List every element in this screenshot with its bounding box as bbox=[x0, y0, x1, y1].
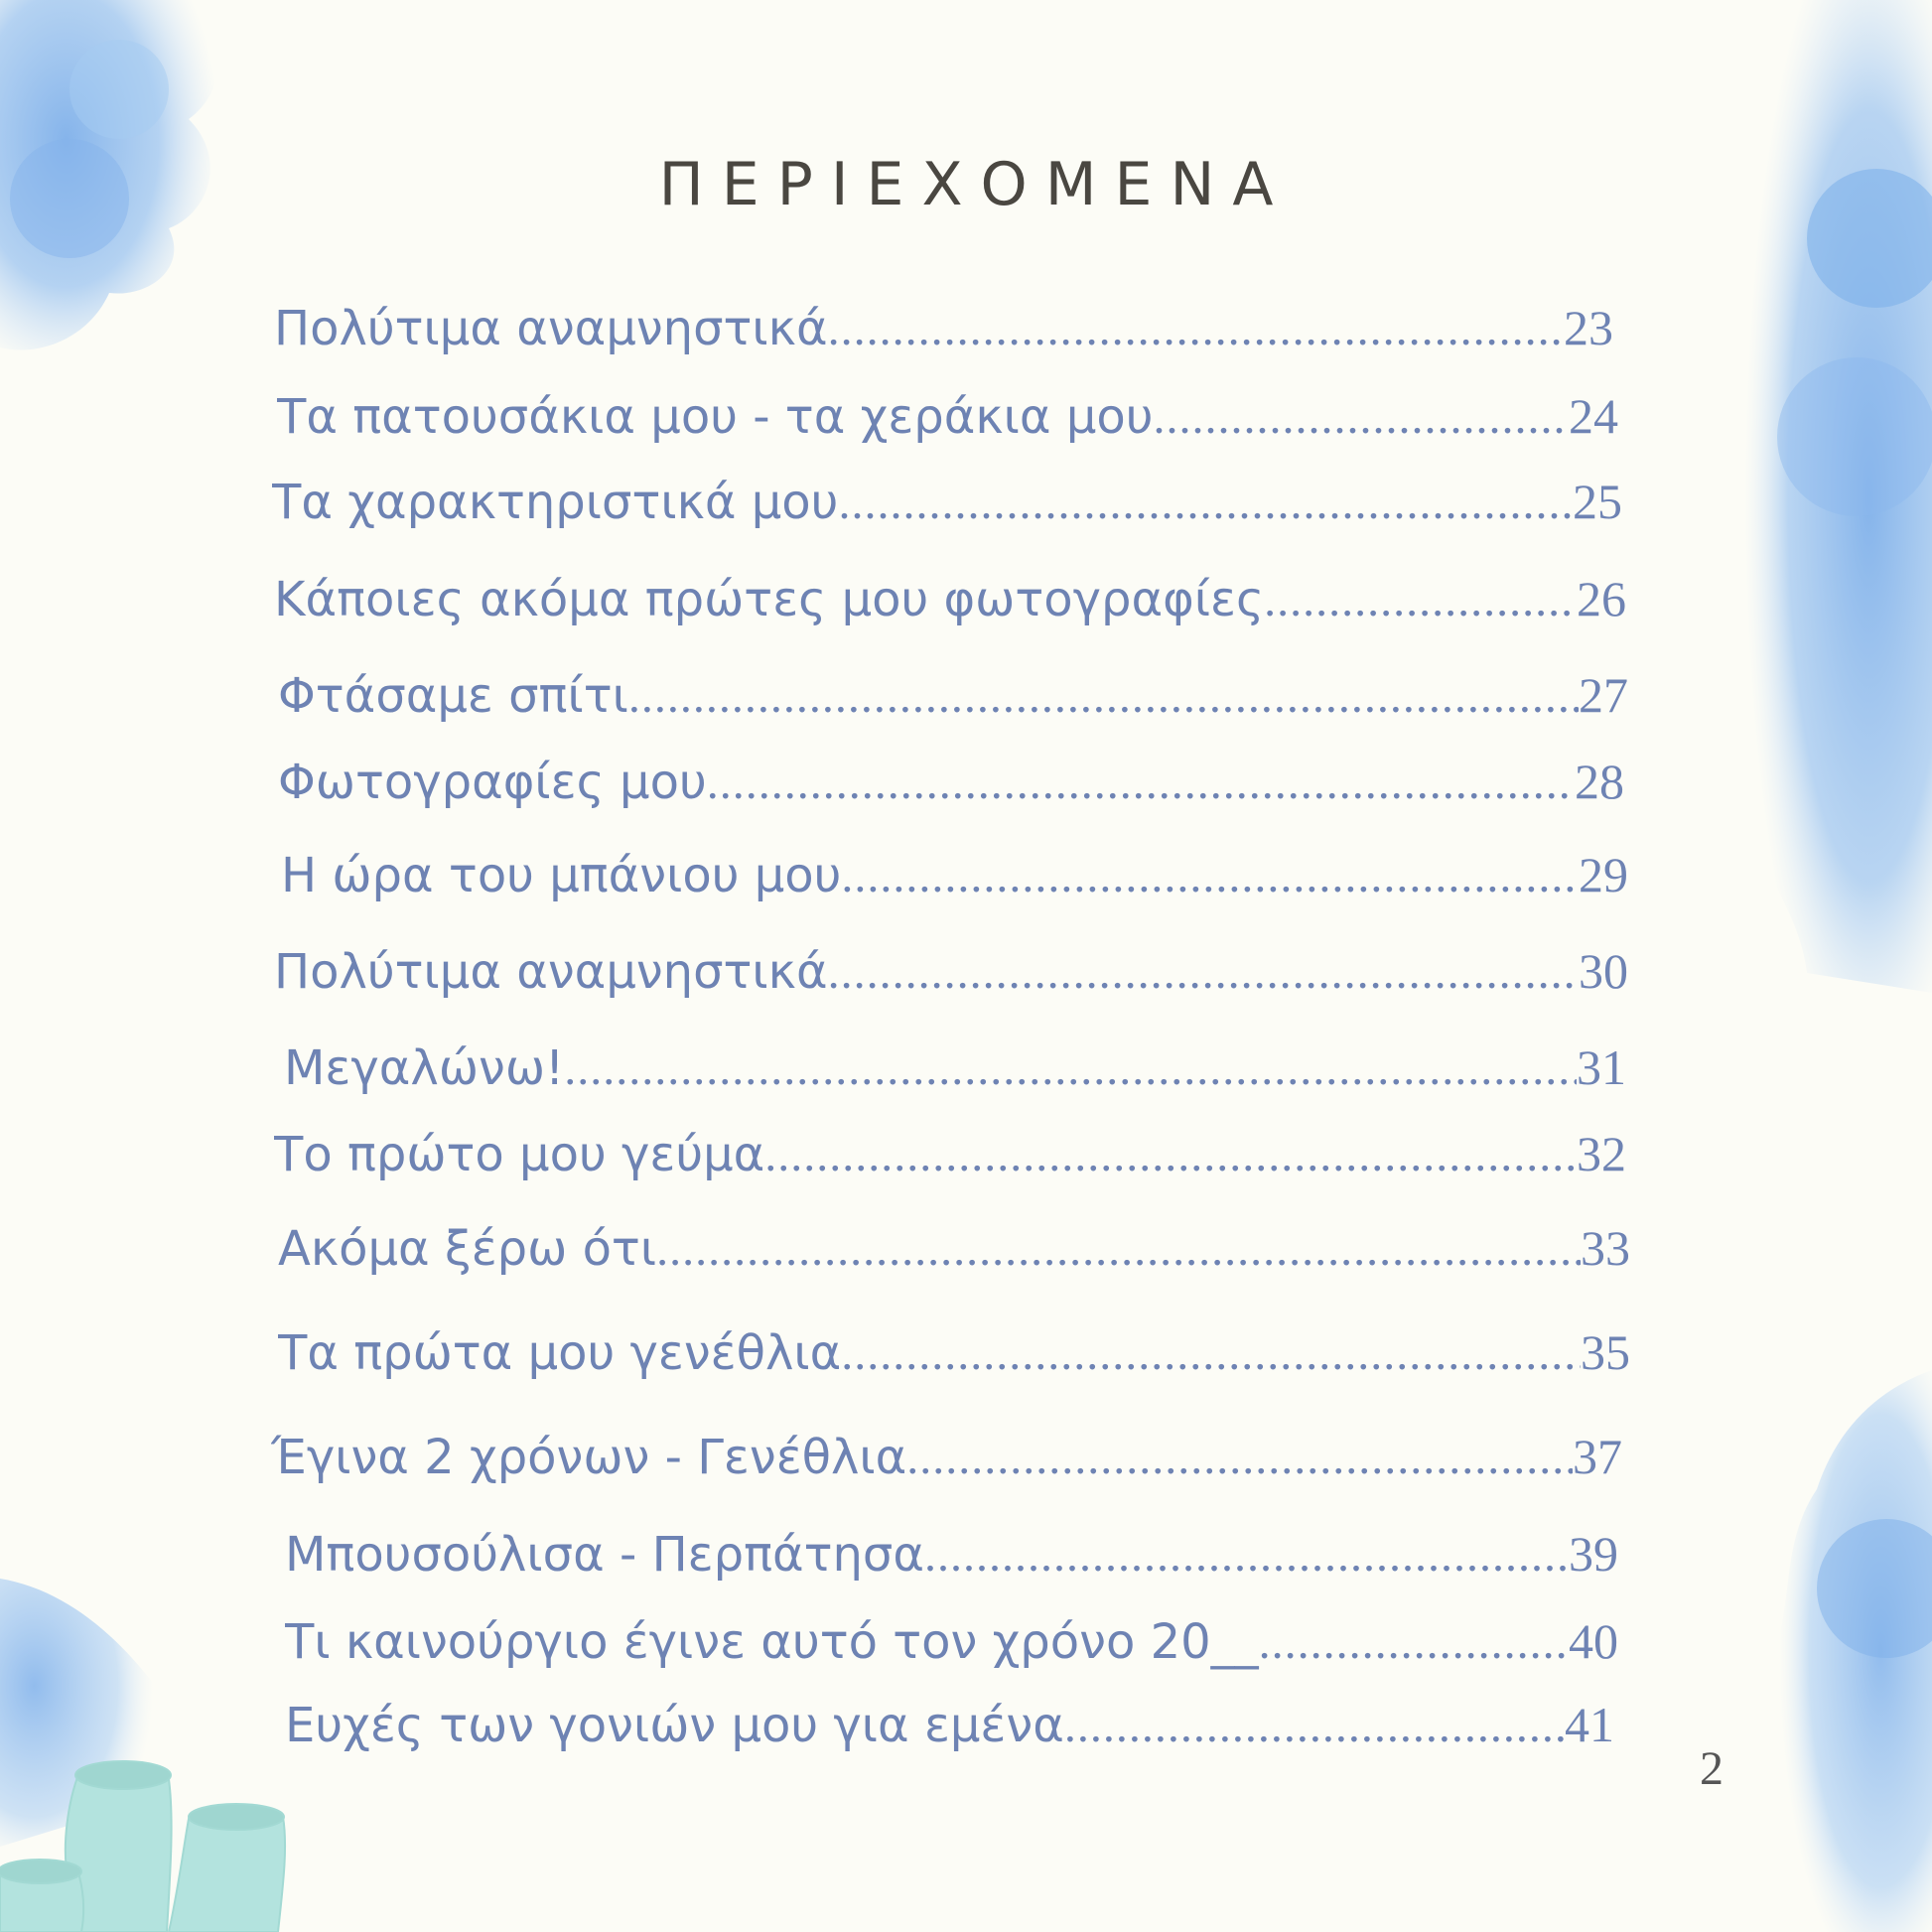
toc-dot-leader bbox=[1064, 1692, 1565, 1759]
toc-dot-leader bbox=[1154, 383, 1570, 451]
toc-entry bbox=[284, 1033, 1626, 1102]
toc-entry-label: Πολύτιμα αναμνηστικά bbox=[274, 944, 828, 1000]
toc-dot-leader bbox=[841, 842, 1579, 909]
toc-dot-leader bbox=[1264, 566, 1577, 633]
toc-entry bbox=[285, 1606, 1618, 1676]
toc-entry bbox=[285, 1519, 1618, 1588]
toc-entry-page: 32 bbox=[1577, 1126, 1626, 1181]
toc-entry bbox=[271, 1422, 1622, 1491]
toc-entry-label: Μπουσούλισα - Περπάτησα bbox=[285, 1527, 924, 1583]
toc-entry-page: 25 bbox=[1573, 474, 1622, 529]
toc-entry-page: 28 bbox=[1575, 754, 1624, 809]
toc-entry-page: 26 bbox=[1577, 571, 1626, 626]
toc-entry bbox=[281, 840, 1628, 909]
toc-entry-label: Έγινα 2 χρόνων - Γενέθλια bbox=[271, 1430, 907, 1485]
toc-entry-page: 40 bbox=[1569, 1613, 1618, 1669]
toc-dot-leader bbox=[906, 1424, 1573, 1491]
toc-entry bbox=[278, 1213, 1630, 1283]
toc-entry bbox=[278, 1317, 1630, 1387]
toc-dot-leader bbox=[838, 469, 1573, 536]
toc-entry-page: 41 bbox=[1565, 1697, 1614, 1752]
toc-dot-leader bbox=[1259, 1608, 1569, 1676]
toc-dot-leader bbox=[828, 938, 1579, 1006]
toc-entry bbox=[274, 293, 1613, 362]
toc-entry bbox=[274, 1119, 1626, 1188]
page-number: 2 bbox=[1700, 1742, 1724, 1795]
toc-entry-page: 31 bbox=[1577, 1039, 1626, 1095]
toc-dot-leader bbox=[828, 295, 1564, 362]
toc-entry-page: 39 bbox=[1569, 1526, 1618, 1582]
toc-entry-label: Φωτογραφίες μου bbox=[278, 755, 707, 810]
toc-dot-leader bbox=[764, 1121, 1577, 1188]
toc-entry-page: 24 bbox=[1569, 388, 1618, 444]
toc-entry-label: Πολύτιμα αναμνηστικά bbox=[274, 301, 828, 356]
toc-entry-page: 29 bbox=[1579, 847, 1628, 902]
toc-dot-leader bbox=[924, 1521, 1569, 1588]
toc-dot-leader bbox=[564, 1035, 1577, 1102]
toc-entry-label: Η ώρα του μπάνιου μου bbox=[281, 848, 842, 903]
toc-entry-label: Το πρώτο μου γεύμα bbox=[274, 1127, 765, 1182]
toc-entry-page: 35 bbox=[1581, 1324, 1630, 1380]
toc-entry-label: Τα πρώτα μου γενέθλια bbox=[278, 1325, 842, 1381]
toc-dot-leader bbox=[656, 1215, 1581, 1283]
toc-entry-label: Τα πατουσάκια μου - τα χεράκια μου bbox=[277, 389, 1154, 445]
toc-entry-label: Τι καινούργιο έγινε αυτό τον χρόνο 20__ bbox=[285, 1614, 1259, 1670]
toc-entry-page: 30 bbox=[1579, 943, 1628, 999]
page-title: ΠΕΡΙΕΧΟΜΕΝΑ bbox=[658, 150, 1292, 219]
toc-entry bbox=[274, 936, 1628, 1006]
toc-entry-label: Τα χαρακτηριστικά μου bbox=[272, 475, 839, 530]
toc-dot-leader bbox=[707, 749, 1575, 816]
toc-entry bbox=[274, 564, 1626, 633]
toc-entry-label: Φτάσαμε σπίτι bbox=[278, 668, 628, 724]
toc-entry-page: 27 bbox=[1579, 667, 1628, 723]
toc-entry bbox=[272, 467, 1622, 536]
toc-entry-page: 37 bbox=[1573, 1429, 1622, 1484]
toc-entry-label: Ακόμα ξέρω ότι bbox=[278, 1221, 657, 1277]
toc-entry bbox=[285, 1690, 1614, 1759]
toc-entry bbox=[277, 381, 1618, 451]
toc-entry bbox=[278, 660, 1628, 730]
toc-entry-label: Ευχές των γονιών μου για εμένα bbox=[285, 1698, 1064, 1753]
toc-dot-leader bbox=[841, 1319, 1581, 1387]
toc-entry-page: 23 bbox=[1564, 300, 1613, 355]
toc-entry-page: 33 bbox=[1581, 1220, 1630, 1276]
toc-entry-label: Κάποιες ακόμα πρώτες μου φωτογραφίες bbox=[274, 572, 1265, 627]
toc-entry bbox=[278, 747, 1624, 816]
toc-dot-leader bbox=[628, 662, 1579, 730]
toc-entry-label: Μεγαλώνω! bbox=[284, 1040, 565, 1096]
